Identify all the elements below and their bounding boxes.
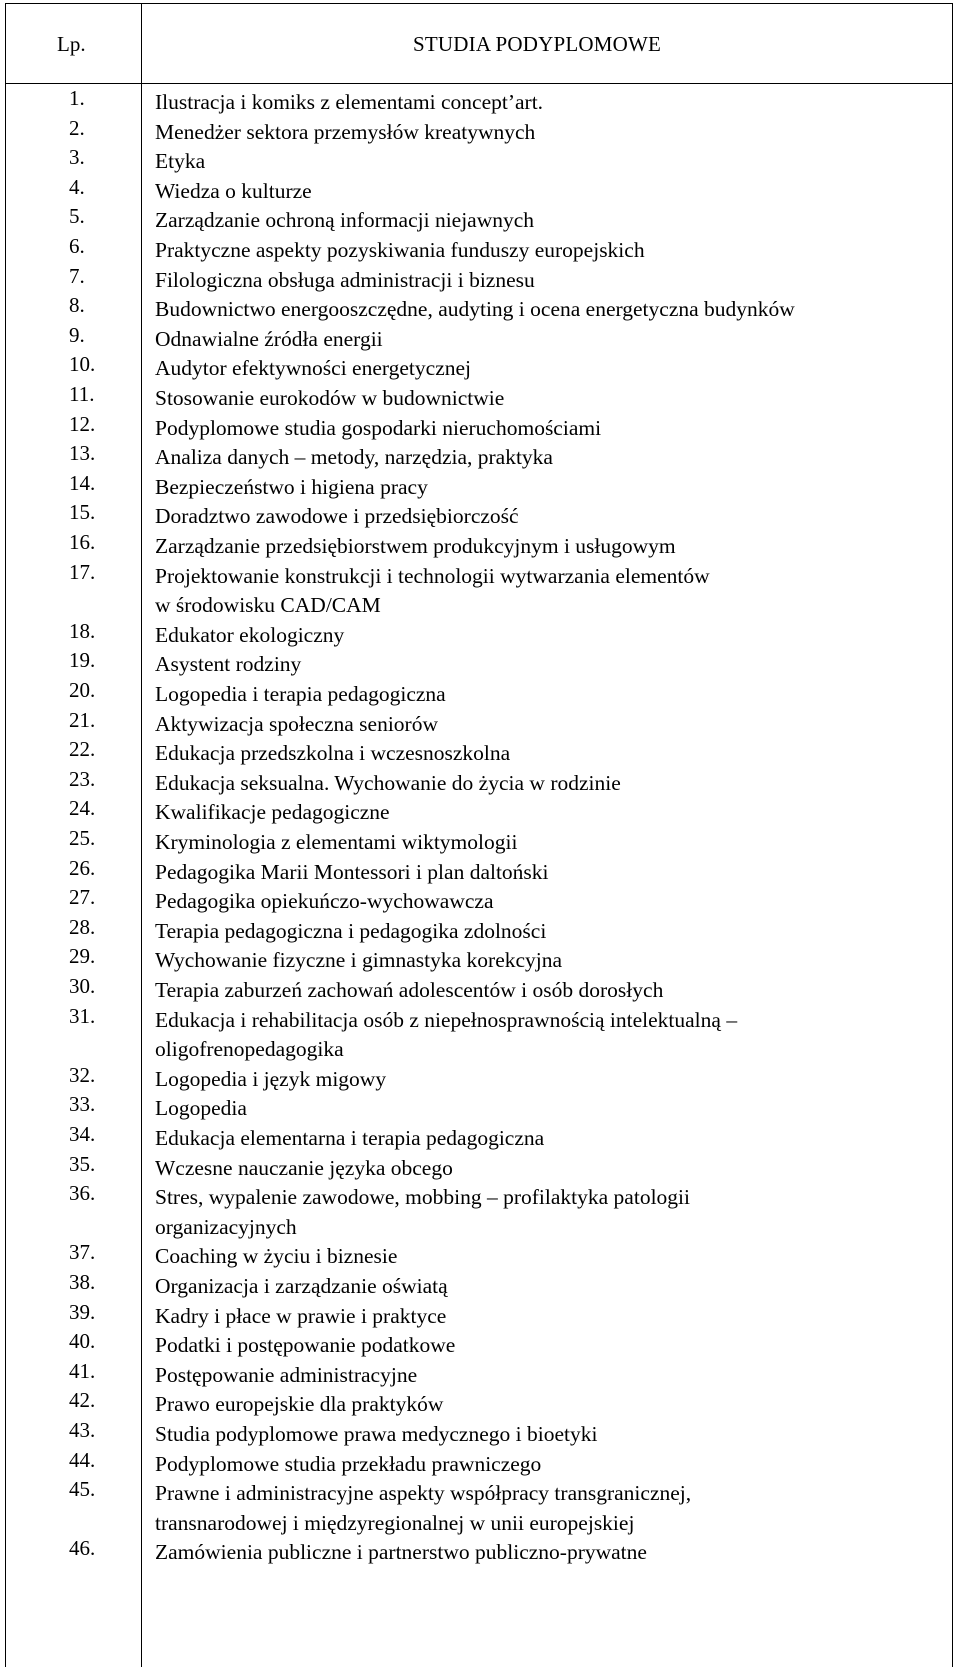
row-title-line: Menedżer sektora przemysłów kreatywnych	[155, 119, 536, 144]
row-title-line: Edukacja elementarna i terapia pedagogiczna	[155, 1126, 545, 1150]
row-number: 12.	[69, 411, 96, 436]
row-number: 1.	[69, 86, 85, 110]
table-row	[5, 798, 953, 828]
table-row	[5, 1538, 953, 1568]
row-number: 45.	[69, 1477, 96, 1502]
row-title-line: Postępowanie administracyjne	[155, 1362, 418, 1387]
row-title-line: Podyplomowe studia gospodarki nieruchomościami	[155, 415, 602, 440]
row-number: 10.	[69, 352, 96, 377]
row-title	[155, 887, 945, 917]
row-title-line: oligofrenopedagogika	[155, 1037, 344, 1062]
row-title	[155, 502, 945, 532]
row-title	[155, 266, 945, 296]
table-row	[5, 707, 953, 740]
row-title	[155, 1450, 945, 1480]
row-title	[155, 206, 945, 236]
row-number: 31.	[69, 1003, 96, 1028]
row-title	[155, 1538, 945, 1568]
table-row	[5, 976, 953, 1006]
table-row	[5, 887, 953, 917]
row-title	[155, 680, 945, 710]
row-number: 5.	[69, 204, 85, 229]
row-number: 30.	[69, 974, 96, 998]
table-row	[5, 115, 953, 148]
row-number: 3.	[69, 145, 85, 170]
row-title-line: Zarządzanie przedsiębiorstwem produkcyjnym i usługowym	[155, 534, 676, 558]
row-title	[155, 1094, 945, 1124]
table-row	[5, 1420, 953, 1450]
row-title-line: Wczesne nauczanie języka obcego	[155, 1155, 453, 1180]
row-title-line: Edukacja i rehabilitacja osób z niepełnosprawnością intelektualną –	[155, 1007, 738, 1032]
row-title	[155, 384, 945, 414]
row-title-line: Prawne i administracyjne aspekty współpracy transgranicznej,	[155, 1481, 692, 1506]
header-divider	[5, 83, 953, 84]
row-title-line: Podatki i postępowanie podatkowe	[155, 1333, 456, 1358]
table-row	[5, 1003, 953, 1065]
row-number: 13.	[69, 441, 96, 466]
row-title-line: Ilustracja i komiks z elementami concept’art.	[155, 90, 544, 114]
row-title	[155, 1479, 945, 1538]
row-title-line: Edukacja seksualna. Wychowanie do życia w rodzinie	[155, 770, 621, 795]
table-row	[5, 502, 953, 532]
row-title-line: transnarodowej i międzyregionalnej w unii europejskiej	[155, 1510, 635, 1535]
row-title	[155, 621, 945, 651]
row-title-line: Studia podyplomowe prawa medycznego i bioetyki	[155, 1422, 598, 1446]
table-row	[5, 322, 953, 355]
row-title	[155, 177, 945, 207]
row-title-line: Logopedia i język migowy	[155, 1066, 387, 1091]
row-title-line: Logopedia i terapia pedagogiczna	[155, 682, 446, 706]
row-title	[155, 1390, 945, 1420]
table-row	[5, 532, 953, 562]
row-number: 37.	[69, 1240, 96, 1265]
table-row	[5, 1272, 953, 1302]
row-title-line: organizacyjnych	[155, 1214, 297, 1239]
row-number: 14.	[69, 470, 96, 495]
row-title	[155, 147, 945, 177]
table-row	[5, 354, 953, 384]
row-title-line: Prawo europejskie dla praktyków	[155, 1392, 444, 1417]
table-row	[5, 1151, 953, 1184]
row-title-line: Kwalifikacje pedagogiczne	[155, 800, 390, 825]
row-title-line: Kryminologia z elementami wiktymologii	[155, 830, 518, 854]
row-title	[155, 1154, 945, 1184]
row-title-line: Filologiczna obsługa administracji i biznesu	[155, 267, 535, 292]
table-row	[5, 295, 953, 325]
row-title	[155, 414, 945, 444]
row-number: 40.	[69, 1329, 96, 1354]
row-title	[155, 976, 945, 1006]
table-row	[5, 206, 953, 236]
table-row	[5, 1094, 953, 1124]
row-number: 44.	[69, 1447, 96, 1472]
row-number: 4.	[69, 174, 85, 199]
row-title	[155, 828, 945, 858]
row-number: 25.	[69, 826, 96, 850]
row-title	[155, 236, 945, 266]
row-title	[155, 325, 945, 355]
row-number: 22.	[69, 737, 96, 762]
row-title-line: Wiedza o kulturze	[155, 178, 312, 203]
row-number: 28.	[69, 914, 96, 939]
column-header-title: STUDIA PODYPLOMOWE	[413, 32, 662, 56]
table-row	[5, 470, 953, 503]
row-title	[155, 769, 945, 799]
row-title	[155, 1183, 945, 1242]
row-number: 15.	[69, 500, 96, 525]
table-row	[5, 680, 953, 710]
row-number: 26.	[69, 855, 96, 880]
row-title	[155, 295, 945, 325]
row-title-line: Budownictwo energooszczędne, audyting i ocena energetyczna budynków	[155, 297, 795, 322]
row-title	[155, 88, 945, 118]
row-title	[155, 1124, 945, 1154]
row-title-line: Doradztwo zawodowe i przedsiębiorczość	[155, 504, 519, 529]
table-row	[5, 1242, 953, 1272]
row-number: 42.	[69, 1388, 96, 1413]
row-number: 38.	[69, 1270, 96, 1294]
row-title-line: Stosowanie eurokodów w budownictwie	[155, 386, 505, 410]
row-number: 29.	[69, 944, 96, 969]
row-title-line: Projektowanie konstrukcji i technologii wytwarzania elementów	[155, 563, 710, 588]
row-number: 27.	[69, 885, 96, 910]
row-number: 24.	[69, 796, 96, 821]
table-row	[5, 384, 953, 414]
row-title	[155, 1065, 945, 1095]
table-row	[5, 1299, 953, 1332]
table-row	[5, 263, 953, 296]
row-title-line: Kadry i płace w prawie i praktyce	[155, 1303, 447, 1328]
table-row	[5, 443, 953, 473]
row-number: 34.	[69, 1122, 96, 1146]
row-number: 7.	[69, 263, 85, 288]
row-title	[155, 858, 945, 888]
row-title	[155, 1302, 945, 1332]
row-title-line: Bezpieczeństwo i higiena pracy	[155, 474, 428, 499]
row-number: 35.	[69, 1151, 96, 1176]
table-row	[5, 855, 953, 888]
row-title-line: Odnawialne źródła energii	[155, 326, 383, 351]
table-row	[5, 1331, 953, 1361]
row-title-line: Aktywizacja społeczna seniorów	[155, 711, 438, 736]
row-number: 19.	[69, 648, 96, 673]
row-title	[155, 1331, 945, 1361]
row-title	[155, 354, 945, 384]
row-title-line: Podyplomowe studia przekładu prawniczego	[155, 1451, 542, 1476]
row-number: 16.	[69, 530, 96, 554]
row-number: 2.	[69, 115, 85, 140]
row-title	[155, 562, 945, 621]
row-title-line: Etyka	[155, 149, 206, 174]
table-row	[5, 1062, 953, 1095]
row-title	[155, 739, 945, 769]
row-number: 41.	[69, 1358, 96, 1383]
table-row	[5, 1390, 953, 1420]
row-number: 6.	[69, 234, 85, 258]
row-title	[155, 443, 945, 473]
row-number: 32.	[69, 1062, 96, 1087]
row-number: 17.	[69, 559, 96, 584]
row-title	[155, 1361, 945, 1391]
row-number: 39.	[69, 1299, 96, 1324]
row-title-line: Terapia zaburzeń zachowań adolescentów i osób dorosłych	[155, 978, 664, 1002]
row-title	[155, 473, 945, 503]
row-title-line: Edukacja przedszkolna i wczesnoszkolna	[155, 741, 511, 766]
row-number: 36.	[69, 1181, 96, 1206]
row-title	[155, 710, 945, 740]
row-number: 9.	[69, 322, 85, 347]
table-row	[5, 236, 953, 266]
row-title	[155, 1006, 945, 1065]
table-row	[5, 650, 953, 680]
row-title	[155, 1242, 945, 1272]
row-title-line: Pedagogika opiekuńczo-wychowawcza	[155, 889, 494, 914]
document-page	[5, 0, 953, 1667]
row-title-line: Asystent rodziny	[155, 652, 302, 677]
table-row	[5, 914, 953, 947]
table-row	[5, 147, 953, 177]
row-number: 11.	[69, 382, 95, 406]
table-row	[5, 828, 953, 858]
row-title	[155, 650, 945, 680]
row-title	[155, 798, 945, 828]
row-title	[155, 946, 945, 976]
row-number: 20.	[69, 678, 96, 702]
table-row	[5, 766, 953, 799]
row-title-line: w środowisku CAD/CAM	[155, 593, 381, 618]
table-row	[5, 88, 953, 118]
table-row	[5, 559, 953, 621]
row-title	[155, 1420, 945, 1450]
column-header-lp: Lp.	[57, 32, 86, 56]
row-title-line: Zarządzanie ochroną informacji niejawnych	[155, 208, 535, 233]
row-title-line: Coaching w życiu i biznesie	[155, 1244, 398, 1269]
row-title-line: Pedagogika Marii Montessori i plan daltoński	[155, 859, 549, 884]
table-row	[5, 1447, 953, 1480]
table-row	[5, 739, 953, 769]
row-title-line: Logopedia	[155, 1096, 247, 1121]
table-row	[5, 618, 953, 651]
table-row	[5, 1358, 953, 1391]
row-number: 21.	[69, 707, 96, 732]
row-title-line: Praktyczne aspekty pozyskiwania funduszy europejskich	[155, 238, 645, 262]
row-number: 8.	[69, 293, 85, 318]
row-title-line: Organizacja i zarządzanie oświatą	[155, 1274, 448, 1298]
row-title-line: Audytor efektywności energetycznej	[155, 356, 472, 381]
table-row	[5, 946, 953, 976]
row-title-line: Stres, wypalenie zawodowe, mobbing – profilaktyka patologii	[155, 1185, 690, 1210]
row-title-line: Edukator ekologiczny	[155, 622, 345, 647]
table-row	[5, 411, 953, 444]
row-title-line: Terapia pedagogiczna i pedagogika zdolności	[155, 918, 547, 943]
table-row	[5, 1183, 953, 1242]
row-number: 46.	[69, 1536, 96, 1561]
row-number: 43.	[69, 1418, 96, 1442]
row-title-line: Analiza danych – metody, narzędzia, praktyka	[155, 445, 553, 470]
table-row	[5, 1124, 953, 1154]
row-title-line: Zamówienia publiczne i partnerstwo publiczno-prywatne	[155, 1540, 647, 1565]
row-number: 33.	[69, 1092, 96, 1117]
row-number: 18.	[69, 618, 96, 643]
row-title	[155, 118, 945, 148]
row-number: 23.	[69, 766, 96, 791]
row-title	[155, 532, 945, 562]
row-title	[155, 1272, 945, 1302]
table-row	[5, 1479, 953, 1538]
row-title-line: Wychowanie fizyczne i gimnastyka korekcyjna	[155, 948, 563, 973]
table-row	[5, 174, 953, 207]
row-title	[155, 917, 945, 947]
